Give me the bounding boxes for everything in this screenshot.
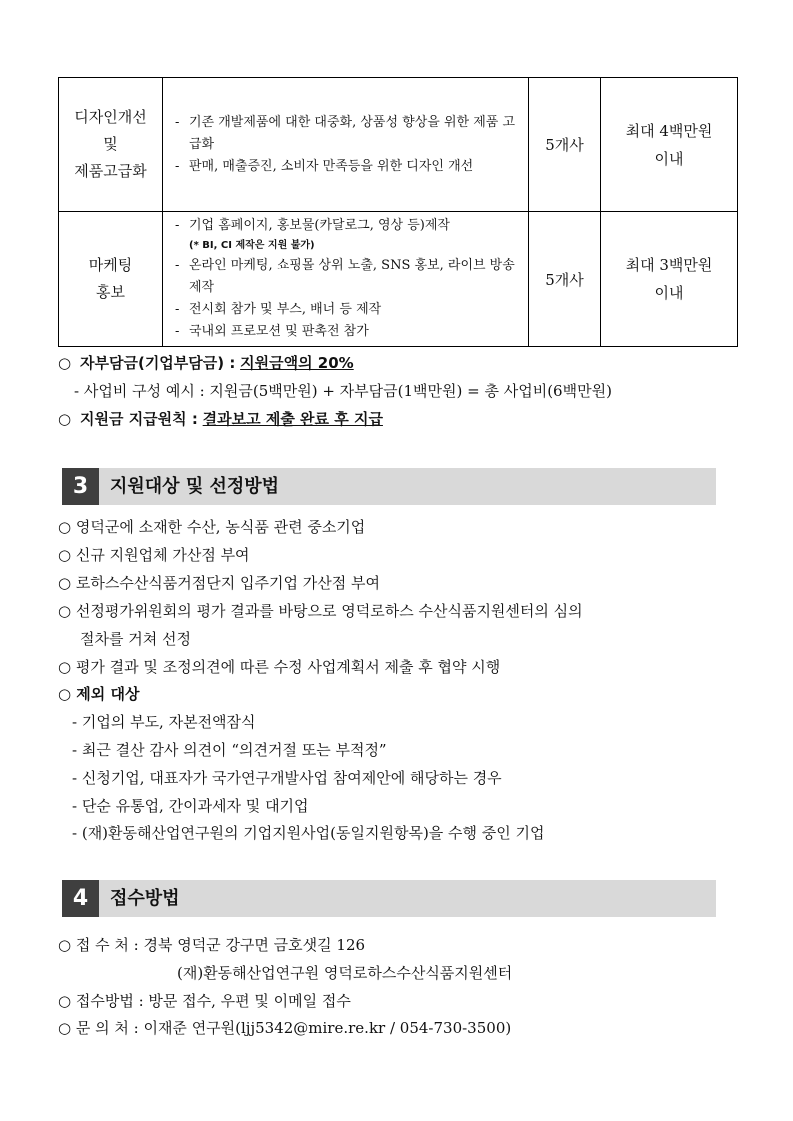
bullet-icon: ○ bbox=[58, 410, 72, 428]
category-line: 홍보 bbox=[96, 283, 125, 301]
payment-label: 지원금 지급원칙 : bbox=[80, 410, 198, 428]
category-cell bbox=[59, 78, 163, 212]
section-title: 접수방법 bbox=[110, 888, 180, 909]
count-cell: 5개사 bbox=[529, 212, 601, 347]
list-item-continuation: (재)환동해산업연구원 영덕로하스수산식품지원센터 bbox=[177, 964, 513, 982]
list-item: - 판매, 매출증진, 소비자 만족등을 위한 디자인 개선 bbox=[175, 158, 474, 174]
list-item: ○ 접수방법 : 방문 접수, 우편 및 이메일 접수 bbox=[58, 992, 351, 1010]
burden-label: 자부담금(기업부담금) : bbox=[80, 354, 236, 372]
section-header bbox=[62, 468, 716, 505]
amount-line: 이내 bbox=[654, 149, 684, 168]
exclusion-item: - 기업의 부도, 자본전액잠식 bbox=[72, 713, 256, 731]
exclusion-item: - 신청기업, 대표자가 국가연구개발사업 참여제안에 해당하는 경우 bbox=[72, 769, 502, 787]
category-line: 제품고급화 bbox=[74, 162, 147, 180]
exclusion-item: - (재)환동해산업연구원의 기업지원사업(동일지원항목)을 수행 중인 기업 bbox=[72, 824, 545, 842]
amount-line: 최대 3백만원 bbox=[625, 256, 713, 274]
category-line: 마케팅 bbox=[88, 256, 133, 274]
section-title: 지원대상 및 선정방법 bbox=[110, 476, 280, 497]
category-cell bbox=[59, 212, 163, 347]
table-row bbox=[59, 212, 738, 347]
amount-line: 최대 4백만원 bbox=[625, 121, 713, 140]
section-number: 4 bbox=[62, 880, 99, 917]
list-item: - 국내외 프로모션 및 판촉전 참가 bbox=[175, 324, 369, 339]
payment-value: 결과보고 제출 완료 후 지급 bbox=[202, 410, 383, 428]
list-item: - 기업 홈페이지, 홍보물(카달로그, 영상 등)제작 bbox=[175, 218, 450, 233]
list-item: ○ 신규 지원업체 가산점 부여 bbox=[58, 546, 250, 564]
count-cell: 5개사 bbox=[529, 78, 601, 212]
list-item: ○ 로하스수산식품거점단지 입주기업 가산점 부여 bbox=[58, 574, 380, 592]
burden-example: - 사업비 구성 예시 : 지원금(5백만원) + 자부담금(1백만원) = 총 사업비(6백만원) bbox=[74, 382, 612, 400]
exclusion-item: - 단순 유통업, 간이과세자 및 대기업 bbox=[72, 797, 309, 815]
list-item: ○ 접 수 처 : 경북 영덕군 강구면 금호샛길 126 bbox=[58, 936, 366, 954]
description-cell bbox=[163, 78, 529, 212]
burden-value: 지원금액의 20% bbox=[240, 354, 354, 372]
amount-cell bbox=[601, 212, 738, 347]
exclusion-title: ○ 제외 대상 bbox=[58, 685, 140, 703]
amount-line: 이내 bbox=[654, 284, 684, 302]
section-header bbox=[62, 880, 716, 917]
list-item: ○ 문 의 처 : 이재준 연구원(ljj5342@mire.re.kr / 054-730-3500) bbox=[58, 1019, 512, 1037]
list-item: - 전시회 참가 및 부스, 배너 등 제작 bbox=[175, 302, 382, 317]
list-item: - 기존 개발제품에 대한 대중화, 상품성 향상을 위한 제품 고급화 bbox=[175, 114, 516, 152]
list-item: ○ 선정평가위원회의 평가 결과를 바탕으로 영덕로하스 수산식품지원센터의 심의 bbox=[58, 602, 583, 620]
category-line: 및 bbox=[103, 135, 118, 153]
support-table bbox=[58, 77, 738, 347]
description-cell bbox=[163, 212, 529, 347]
list-item: - 온라인 마케팅, 쇼핑몰 상위 노출, SNS 홍보, 라이브 방송 제작 bbox=[175, 258, 515, 295]
note-text: (* BI, CI 제작은 지원 불가) bbox=[189, 240, 315, 251]
exclusion-item: - 최근 결산 감사 의견이 “의견거절 또는 부적정” bbox=[72, 741, 387, 759]
list-item: ○ 평가 결과 및 조정의견에 따른 수정 사업계획서 제출 후 협약 시행 bbox=[58, 658, 501, 676]
section-number: 3 bbox=[62, 468, 99, 505]
list-item: ○ 영덕군에 소재한 수산, 농식품 관련 중소기업 bbox=[58, 518, 366, 536]
list-item-continuation: 절차를 거쳐 선정 bbox=[80, 630, 191, 648]
burden-line bbox=[58, 352, 354, 373]
amount-cell bbox=[601, 78, 738, 212]
bullet-icon: ○ bbox=[58, 354, 72, 372]
payment-line bbox=[58, 408, 383, 429]
category-line: 디자인개선 bbox=[74, 108, 147, 126]
table-row bbox=[59, 78, 738, 212]
